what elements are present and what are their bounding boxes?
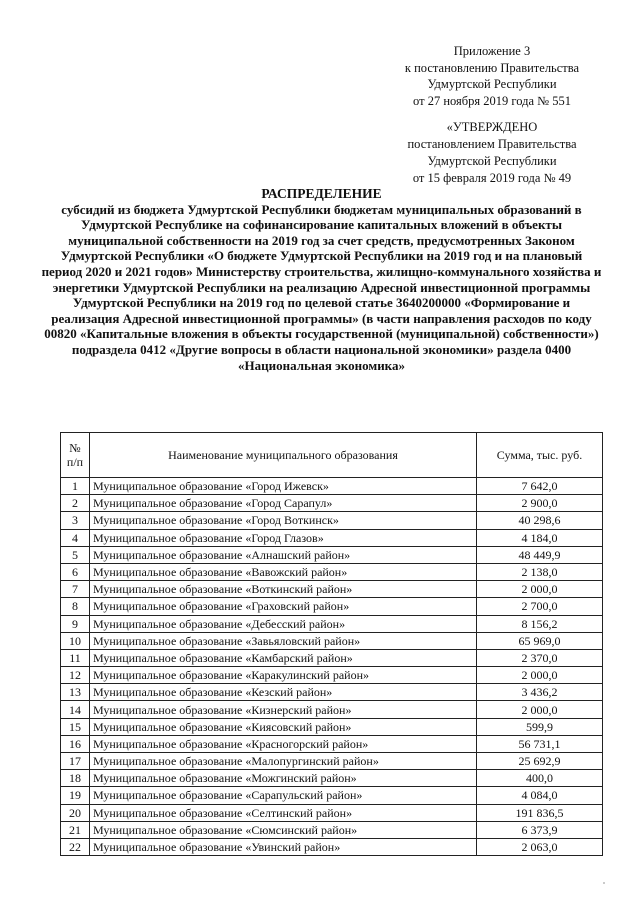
row-municipality: Муниципальное образование «Город Воткинск» [90, 512, 477, 529]
row-municipality: Муниципальное образование «Каракулинский район» [90, 667, 477, 684]
row-municipality: Муниципальное образование «Сюмсинский район» [90, 821, 477, 838]
row-municipality: Муниципальное образование «Увинский район» [90, 838, 477, 855]
row-municipality: Муниципальное образование «Город Ижевск» [90, 478, 477, 495]
table-row [61, 770, 603, 787]
row-municipality: Муниципальное образование «Воткинский район» [90, 581, 477, 598]
table-row [61, 529, 603, 546]
table-header-row [61, 433, 603, 478]
row-amount: 2 000,0 [477, 667, 603, 684]
row-number: 5 [61, 546, 90, 563]
row-number: 16 [61, 735, 90, 752]
row-municipality: Муниципальное образование «Кезский район» [90, 684, 477, 701]
row-amount: 2 370,0 [477, 649, 603, 666]
header-number-sign: № [69, 441, 81, 455]
row-amount: 2 900,0 [477, 495, 603, 512]
row-number: 8 [61, 598, 90, 615]
row-amount: 4 084,0 [477, 787, 603, 804]
row-municipality: Муниципальное образование «Граховский район» [90, 598, 477, 615]
row-amount: 2 000,0 [477, 581, 603, 598]
table-row [61, 667, 603, 684]
table-row [61, 821, 603, 838]
row-municipality: Муниципальное образование «Селтинский район» [90, 804, 477, 821]
row-amount: 191 836,5 [477, 804, 603, 821]
approval-line: постановлением Правительства [407, 137, 577, 151]
row-amount: 599,9 [477, 718, 603, 735]
row-number: 2 [61, 495, 90, 512]
table-row [61, 598, 603, 615]
table-row [61, 495, 603, 512]
row-amount: 40 298,6 [477, 512, 603, 529]
header-sum: Сумма, тыс. руб. [477, 433, 603, 478]
row-number: 14 [61, 701, 90, 718]
header-number-abbr: п/п [66, 455, 84, 469]
row-number: 17 [61, 753, 90, 770]
row-amount: 2 138,0 [477, 563, 603, 580]
document-title [40, 186, 603, 373]
table-row [61, 718, 603, 735]
row-number: 6 [61, 563, 90, 580]
table-row [61, 735, 603, 752]
row-number: 9 [61, 615, 90, 632]
row-amount: 3 436,2 [477, 684, 603, 701]
row-number: 7 [61, 581, 90, 598]
row-amount: 4 184,0 [477, 529, 603, 546]
row-number: 21 [61, 821, 90, 838]
row-number: 20 [61, 804, 90, 821]
table-row [61, 838, 603, 855]
row-amount: 25 692,9 [477, 753, 603, 770]
row-amount: 2 063,0 [477, 838, 603, 855]
appendix-line: к постановлению Правительства [404, 60, 580, 75]
title-heading: РАСПРЕДЕЛЕНИЕ [261, 186, 382, 201]
row-municipality: Муниципальное образование «Дебесский район» [90, 615, 477, 632]
row-amount: 56 731,1 [477, 735, 603, 752]
row-municipality: Муниципальное образование «Киясовский район» [90, 718, 477, 735]
row-number: 12 [61, 667, 90, 684]
distribution-table [60, 432, 603, 856]
table-row [61, 684, 603, 701]
table-row [61, 701, 603, 718]
row-municipality: Муниципальное образование «Малопургинский район» [90, 753, 477, 770]
row-municipality: Муниципальное образование «Кизнерский район» [90, 701, 477, 718]
appendix-line: Удмуртской Республики [427, 77, 557, 91]
header-name: Наименование муниципального образования [90, 433, 477, 478]
table-row [61, 546, 603, 563]
row-amount: 2 000,0 [477, 701, 603, 718]
row-number: 4 [61, 529, 90, 546]
row-number: 13 [61, 684, 90, 701]
approval-line: «УТВЕРЖДЕНО [446, 120, 538, 134]
title-body: субсидий из бюджета Удмуртской Республики бюджетам муниципальных образований в Удмуртской Республике на софинансирование капитальных вложений в объекты муниципальной собственности на 2019 год за счет средств, предусмотренных Законом Удмуртской Республики «О бюджете Удмуртской Республики на 2019 год и на плановый период 2020 и 2021 годов» Министерству строительства, жилищно-коммунального хозяйства и энергетики Удмуртской Республики на реализацию Адресной инвестиционной программы Удмуртской Республики на 2019 год по целевой статье 3640200000 «Формирование и реализация Адресной инвестиционной программы» (в части направления расходов по коду 00820 «Капитальные вложения в объекты государственной (муниципальной) собственности») подраздела 0412 «Другие вопросы в области национальной экономики» раздела 0400 «Национальная экономика» [41, 201, 602, 373]
row-number: 11 [61, 649, 90, 666]
row-amount: 400,0 [477, 770, 603, 787]
row-municipality: Муниципальное образование «Вавожский район» [90, 563, 477, 580]
table-row [61, 804, 603, 821]
row-number: 19 [61, 787, 90, 804]
row-amount: 7 642,0 [477, 478, 603, 495]
row-amount: 8 156,2 [477, 615, 603, 632]
table-row [61, 787, 603, 804]
approval-line: от 15 февраля 2019 года № 49 [412, 171, 572, 185]
row-municipality: Муниципальное образование «Красногорский район» [90, 735, 477, 752]
table-row [61, 563, 603, 580]
header-number [61, 433, 90, 478]
appendix-note [372, 43, 612, 109]
row-number: 10 [61, 632, 90, 649]
row-number: 3 [61, 512, 90, 529]
table-row [61, 753, 603, 770]
row-municipality: Муниципальное образование «Завьяловский район» [90, 632, 477, 649]
row-number: 18 [61, 770, 90, 787]
row-municipality: Муниципальное образование «Алнашский район» [90, 546, 477, 563]
approval-note [372, 119, 612, 187]
table-row [61, 581, 603, 598]
row-number: 22 [61, 838, 90, 855]
scan-speck [603, 882, 605, 884]
row-amount: 2 700,0 [477, 598, 603, 615]
row-amount: 6 373,9 [477, 821, 603, 838]
table-row [61, 478, 603, 495]
table-row [61, 649, 603, 666]
row-municipality: Муниципальное образование «Сарапульский район» [90, 787, 477, 804]
row-amount: 48 449,9 [477, 546, 603, 563]
row-municipality: Муниципальное образование «Камбарский район» [90, 649, 477, 666]
row-amount: 65 969,0 [477, 632, 603, 649]
row-number: 1 [61, 478, 90, 495]
row-municipality: Муниципальное образование «Можгинский район» [90, 770, 477, 787]
table-row [61, 615, 603, 632]
table-row [61, 632, 603, 649]
table-row [61, 512, 603, 529]
row-number: 15 [61, 718, 90, 735]
row-municipality: Муниципальное образование «Город Сарапул» [90, 495, 477, 512]
row-municipality: Муниципальное образование «Город Глазов» [90, 529, 477, 546]
appendix-line: Приложение 3 [453, 44, 531, 58]
approval-line: Удмуртской Республики [427, 154, 557, 168]
appendix-line: от 27 ноября 2019 года № 551 [413, 93, 571, 108]
